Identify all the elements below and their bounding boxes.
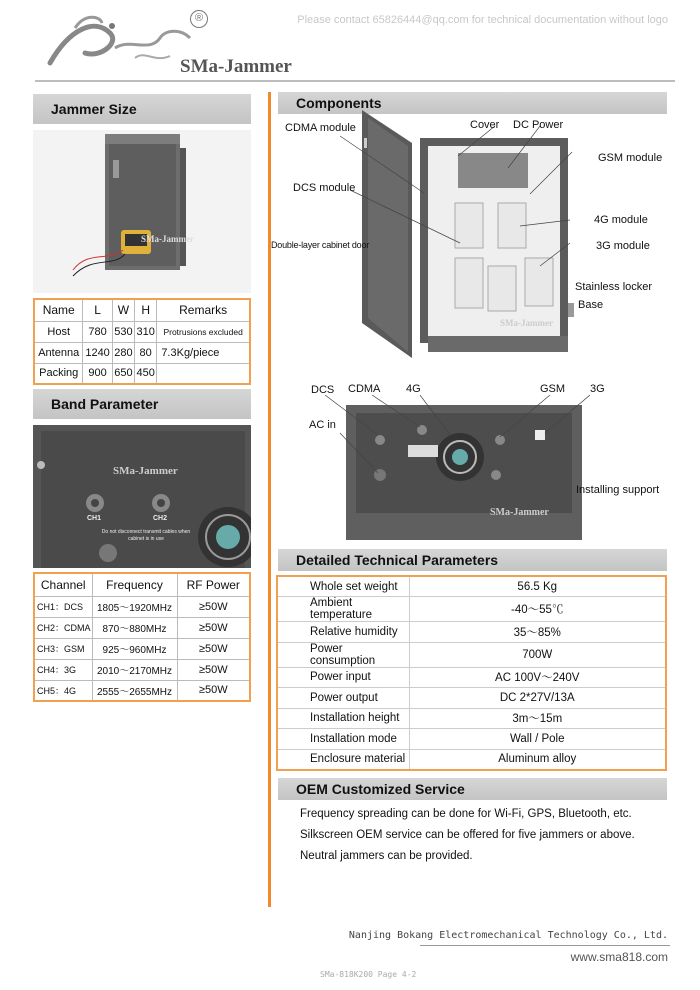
param-value: AC 100V～240V [409, 667, 666, 688]
cell: ≥50W [177, 596, 250, 617]
website-link[interactable]: www.sma818.com [570, 950, 668, 964]
param-value: DC 2*27V/13A [409, 688, 666, 709]
param-value: Aluminum alloy [409, 749, 666, 770]
band-parameter-table [33, 572, 251, 702]
cabinet-watermark: SMa-Jammer [500, 318, 553, 328]
label-cdma-module: CDMA module [285, 122, 356, 134]
table-row [34, 659, 250, 680]
label-base: Base [578, 299, 604, 311]
cell: 530 [112, 321, 134, 342]
param-name: Enclosure material [277, 749, 409, 770]
cell: 1240 [83, 342, 112, 363]
section-heading-tech-params: Detailed Technical Parameters [278, 549, 667, 571]
jammer-photo [33, 130, 251, 293]
label-dc-power: DC Power [513, 119, 564, 131]
label-cabinet-door: Double-layer cabinet door [271, 240, 370, 250]
column-divider [268, 92, 271, 907]
oem-line: Silkscreen OEM service can be offered for five jammers or above. [300, 829, 635, 841]
param-name: Installation mode [277, 729, 409, 750]
col-name: Name [34, 299, 83, 321]
param-value: 3m～15m [409, 708, 666, 729]
table-row [277, 576, 666, 597]
label-4g-module: 4G module [594, 214, 648, 226]
col-channel: Channel [34, 573, 92, 596]
label-dcs-module: DCS module [293, 182, 356, 194]
label-stainless-locker: Stainless locker [575, 281, 653, 293]
jammer-size-table [33, 298, 251, 385]
label-port-cdma: CDMA [348, 383, 381, 395]
table-row [34, 321, 250, 342]
cell: 925～960MHz [92, 638, 177, 659]
table-row [34, 363, 250, 384]
cabinet-bottom-illustration [300, 395, 590, 545]
cell: Packing [34, 363, 83, 384]
table-row [34, 680, 250, 701]
panel-warning: Do not disconnect transmit cables when cabinet is in use [101, 529, 191, 542]
ch2-label: CH2 [153, 515, 168, 522]
cell: CH3：GSM [34, 638, 92, 659]
page-header [0, 0, 700, 88]
param-value: 35～85% [409, 622, 666, 643]
label-ac-in: AC in [309, 419, 336, 431]
param-value: -40～55℃ [409, 597, 666, 622]
table-row [277, 729, 666, 750]
label-cover: Cover [470, 119, 500, 131]
param-name: Power input [277, 667, 409, 688]
table-row [34, 342, 250, 363]
param-name: Installation height [277, 708, 409, 729]
table-row [34, 596, 250, 617]
cell: 2010～2170MHz [92, 659, 177, 680]
cell: Protrusions excluded [157, 321, 250, 342]
param-name: Relative humidity [277, 622, 409, 643]
cell: ≥50W [177, 659, 250, 680]
cell: 870～880MHz [92, 617, 177, 638]
cell: 80 [135, 342, 157, 363]
table-row [277, 688, 666, 709]
table-row [277, 597, 666, 622]
company-name: Nanjing Bokang Electromechanical Technology Co., Ltd. [348, 930, 668, 941]
label-port-4g: 4G [406, 383, 421, 395]
table-header-row [34, 299, 250, 321]
oem-line: Frequency spreading can be done for Wi-Fi, GPS, Bluetooth, etc. [300, 808, 632, 820]
label-port-dcs: DCS [311, 384, 335, 396]
table-row [34, 638, 250, 659]
section-heading-jammer-size: Jammer Size [33, 94, 251, 124]
cell: 1805～1920MHz [92, 596, 177, 617]
cell: CH2：CDMA [34, 617, 92, 638]
param-value: 700W [409, 642, 666, 667]
brand-name: SMa-Jammer [180, 56, 292, 77]
param-name: Ambient temperature [277, 597, 409, 622]
cell: 450 [135, 363, 157, 384]
panel-illustration [33, 425, 251, 568]
footer-divider [420, 945, 670, 946]
cell: ≥50W [177, 638, 250, 659]
cell [157, 363, 250, 384]
col-remarks: Remarks [157, 299, 250, 321]
ch1-label: CH1 [87, 515, 102, 522]
cell: CH4：3G [34, 659, 92, 680]
cell: Antenna [34, 342, 83, 363]
label-installing-support: Installing support [576, 484, 660, 496]
label-3g-module: 3G module [596, 240, 650, 252]
header-divider [35, 80, 675, 82]
section-heading-components: Components [278, 92, 667, 114]
cell: 2555～2655MHz [92, 680, 177, 701]
label-port-gsm: GSM [540, 383, 566, 395]
table-row [277, 622, 666, 643]
cell: CH1：DCS [34, 596, 92, 617]
cell: 780 [83, 321, 112, 342]
contact-note: Please contact 65826444@qq.com for technical documentation without logo [297, 14, 668, 26]
band-photo-watermark: SMa-Jammer [113, 465, 178, 477]
tech-params-table [276, 575, 667, 771]
table-row [277, 749, 666, 770]
col-l: L [83, 299, 112, 321]
table-header-row [34, 573, 250, 596]
col-w: W [112, 299, 134, 321]
col-rf-power: RF Power [177, 573, 250, 596]
section-heading-band-parameter: Band Parameter [33, 389, 251, 419]
label-port-3g: 3G [590, 383, 605, 395]
cell: 900 [83, 363, 112, 384]
page-number: SMa-818K200 Page 4-2 [320, 970, 417, 979]
band-panel-photo [33, 425, 251, 568]
jammer-cabinet-illustration [33, 130, 251, 293]
cell: 310 [135, 321, 157, 342]
section-heading-oem: OEM Customized Service [278, 778, 667, 800]
oem-line: Neutral jammers can be provided. [300, 850, 473, 862]
table-row [277, 708, 666, 729]
cell: CH5：4G [34, 680, 92, 701]
col-frequency: Frequency [92, 573, 177, 596]
col-h: H [135, 299, 157, 321]
cell: 280 [112, 342, 134, 363]
table-row [34, 617, 250, 638]
cell: ≥50W [177, 680, 250, 701]
bottom-watermark: SMa-Jammer [490, 507, 549, 518]
cell: 7.3Kg/piece [157, 342, 250, 363]
label-gsm-module: GSM module [598, 152, 663, 164]
registered-mark: ® [190, 10, 208, 28]
cell: 650 [112, 363, 134, 384]
jammer-photo-watermark: SMa-Jammer [141, 234, 194, 244]
cell: ≥50W [177, 617, 250, 638]
param-value: Wall / Pole [409, 729, 666, 750]
table-row [277, 667, 666, 688]
param-value: 56.5 Kg [409, 576, 666, 597]
cell: Host [34, 321, 83, 342]
param-name: Power output [277, 688, 409, 709]
param-name: Power consumption [277, 642, 409, 667]
param-name: Whole set weight [277, 576, 409, 597]
table-row [277, 642, 666, 667]
